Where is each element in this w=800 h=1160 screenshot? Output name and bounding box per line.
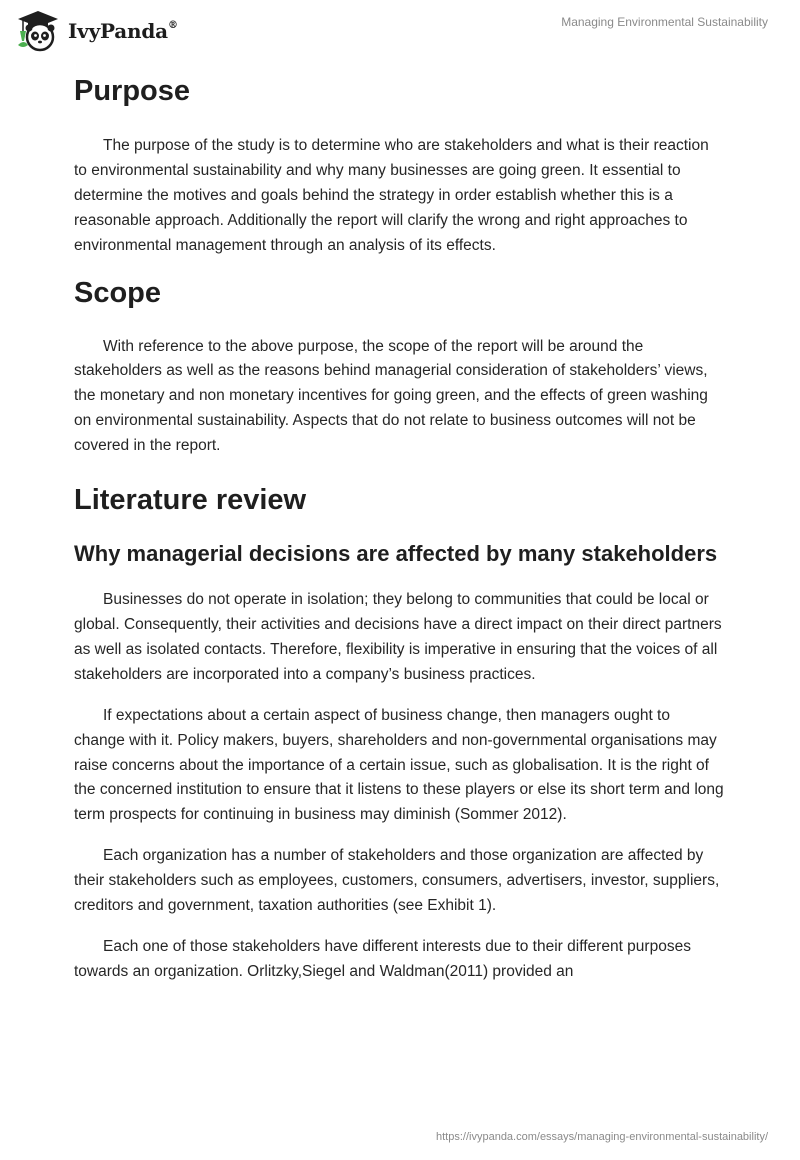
purpose-heading: Purpose [74,75,191,107]
page-header [0,0,800,70]
essay-content [74,70,724,985]
panda-graduate-icon [14,9,62,53]
scope-heading: Scope [74,276,162,309]
literature-paragraph-3: Each organization has a number of stakeholders and those organization are affected by their stakeholders such as employees, customers, consumers, advertisers, investor, suppliers, creditors and government, taxation authorities (see Exhibit 1). [74,847,720,915]
document-title: Managing Environmental Sustainability [561,15,768,29]
registered-mark: ® [167,20,178,32]
brand-name: IvyPanda® [68,19,178,43]
source-url[interactable]: https://ivypanda.com/essays/managing-environmental-sustainability/ [436,1131,768,1143]
literature-review-heading: Literature review [74,484,307,517]
scope-paragraph: With reference to the above purpose, the scope of the report will be around the stakeholders as well as the reasons behind managerial consideration of stakeholders’ views, the monetary and non monetary incentives for going green, and the effects of green washing on environmental sustainability. Aspects that do not relate to business outcomes will not be covered in the report. [74,337,708,455]
literature-paragraph-4: Each one of those stakeholders have different interests due to their different purposes towards an organization. Orlitzky,Siegel and Waldman(2011) provided an [74,937,691,980]
purpose-paragraph: The purpose of the study is to determine who are stakeholders and what is their reaction to environmental sustainability and why many businesses are going green. It essential to determine the motives and goals behind the strategy in order establish whether this is a reasonable approach. Additionally the report will clarify the wrong and right approaches to environmental management through an analysis of its effects. [74,137,709,254]
literature-subheading: Why managerial decisions are affected by many stakeholders [74,541,718,567]
literature-paragraph-2: If expectations about a certain aspect of business change, then managers ought to change with it. Policy makers, buyers, shareholders and non-governmental organisations may raise concerns about the importance of a certain issue, such as globalisation. It is the right of the concerned institution to ensure that it listens to these players or else its short term and long term prospects for continuing in business may diminish (Sommer 2012). [74,706,724,824]
brand-logo[interactable] [14,9,178,53]
literature-paragraph-1: Businesses do not operate in isolation; they belong to communities that could be local or global. Consequently, their activities and decisions have a direct impact on their direct partners as well as isolated contacts. Therefore, flexibility is imperative in ensuring that the voices of all stakeholders are incorporated into a company’s business practices. [74,591,722,683]
